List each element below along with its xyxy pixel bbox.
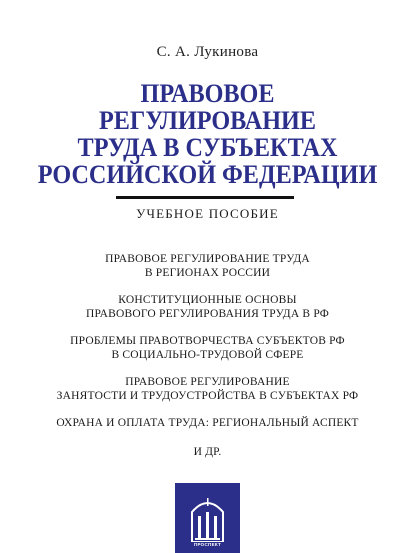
title-divider xyxy=(116,196,294,199)
author-name: С. А. Лукинова xyxy=(156,44,259,60)
title-line: РОССИЙСКОЙ ФЕДЕРАЦИИ xyxy=(37,160,378,189)
title-line: РЕГУЛИРОВАНИЕ xyxy=(99,106,316,135)
topic-item xyxy=(0,416,415,430)
publisher-name: ПРОСПЕКТ xyxy=(193,542,222,547)
topic-line: ЗАНЯТОСТИ И ТРУДОУСТРОЙСТВА В СУБЪЕКТАХ РФ xyxy=(56,390,359,402)
topic-item xyxy=(0,334,415,362)
topic-item xyxy=(0,252,415,280)
publisher-logo-box xyxy=(175,483,240,553)
topic-etc: И ДР. xyxy=(193,446,222,458)
book-title xyxy=(0,80,415,188)
topic-item xyxy=(0,293,415,321)
title-line: ПРАВОВОЕ xyxy=(140,79,275,108)
topic-line: ПРАВОВОГО РЕГУЛИРОВАНИЯ ТРУДА В РФ xyxy=(85,308,330,320)
book-subtitle: УЧЕБНОЕ ПОСОБИЕ xyxy=(136,206,279,221)
topic-line: ПРОБЛЕМЫ ПРАВОТВОРЧЕСТВА СУБЪЕКТОВ РФ xyxy=(70,335,345,347)
topic-line: КОНСТИТУЦИОННЫЕ ОСНОВЫ xyxy=(118,294,297,306)
topic-line: ОХРАНА И ОПЛАТА ТРУДА: РЕГИОНАЛЬНЫЙ АСПЕКТ xyxy=(56,417,359,429)
topic-line: В РЕГИОНАХ РОССИИ xyxy=(144,267,271,279)
topic-line: В СОЦИАЛЬНО-ТРУДОВОЙ СФЕРЕ xyxy=(111,349,304,361)
topic-line: ПРАВОВОЕ РЕГУЛИРОВАНИЕ ТРУДА xyxy=(105,253,310,265)
publisher-building-icon xyxy=(186,492,229,542)
topics-list xyxy=(0,252,415,472)
topic-item xyxy=(0,375,415,403)
title-line: ТРУДА В СУБЪЕКТАХ xyxy=(77,133,338,162)
topic-line: ПРАВОВОЕ РЕГУЛИРОВАНИЕ xyxy=(125,376,290,388)
